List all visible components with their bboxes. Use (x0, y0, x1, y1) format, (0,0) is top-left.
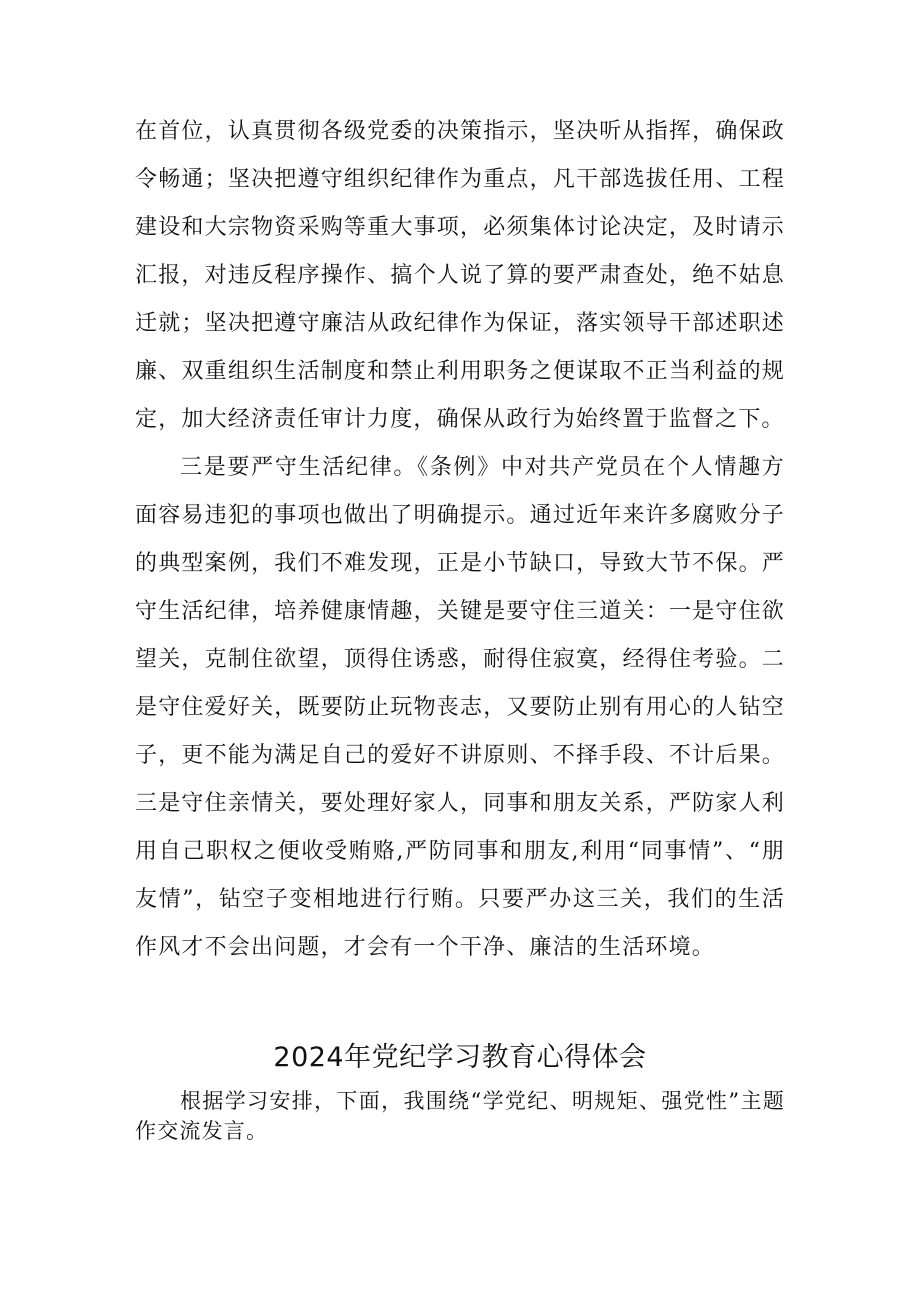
section-heading: 2024年党纪学习教育心得体会 (273, 1042, 647, 1073)
paragraph-text: 在首位，认真贯彻各级党委的决策指示，坚决听从指挥，确保政令畅通；坚决把遵守组织纪律作为重点，凡干部选拔任用、工程建设和大宗物资采购等重大事项，必须集体讨论决定，及时请示汇报，对违反程序操作、搞个人说了算的要严肃查处，绝不姑息迁就；坚决把遵守廉洁从政纪律作为保证，落实领导干部述职述廉、双重组织生活制度和禁止利用职务之便谋取不正当利益的规定，加大经济责任审计力度，确保从政行为始终置于监督之下。 (135, 119, 785, 432)
body-paragraph-discipline-priorities (135, 108, 785, 444)
intro-paragraph: 根据学习安排，下面，我围绕“学党纪、明规矩、强党性”主题作交流发言。 (135, 1089, 785, 1143)
paragraph-text: 三是要严守生活纪律。《条例》中对共产党员在个人情趣方面容易违犯的事项也做出了明确提示。通过近年来许多腐败分子的典型案例，我们不难发现，正是小节缺口，导致大节不保。严守生活纪律，培养健康情趣，关键是要守住三道关：一是守住欲望关，克制住欲望，顶得住诱惑，耐得住寂寞，经得住考验。二是守住爱好关，既要防止玩物丧志，又要防止别有用心的人钻空子，更不能为满足自己的爱好不讲原则、不择手段、不计后果。三是守住亲情关，要处理好家人，同事和朋友关系，严防家人利用自己职权之便收受贿赂,严防同事和朋友,利用“同事情”、“朋友情”，钻空子变相地进行行贿。只要严办这三关，我们的生活作风才不会出问题，才会有一个干净、廉洁的生活环境。 (135, 455, 785, 960)
body-paragraph-life-discipline (135, 444, 785, 972)
